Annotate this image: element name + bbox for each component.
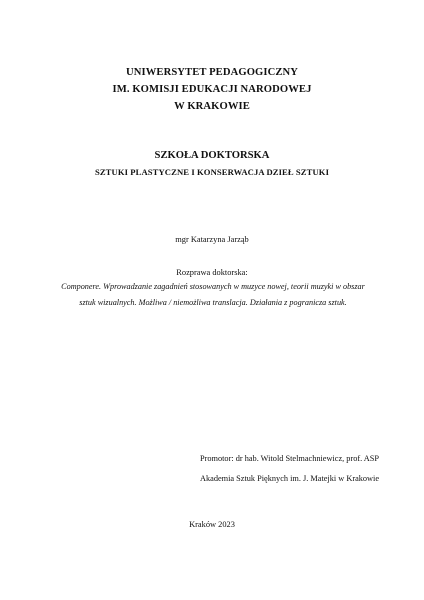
promoter-block [200, 449, 410, 489]
university-name-line3: W KRAKOWIE [174, 101, 250, 112]
thesis-label: Rozprawa doktorska: [176, 268, 248, 277]
promoter-affiliation: Akademia Sztuk Pięknych im. J. Matejki w Krakowie [200, 474, 380, 483]
university-name-line2: IM. KOMISJI EDUKACJI NARODOWEJ [112, 84, 312, 95]
place-date: Kraków 2023 [189, 520, 235, 529]
school-heading [0, 149, 424, 178]
university-name-line1: UNIWERSYTET PEDAGOGICZNY [125, 67, 299, 78]
promoter-name: Promotor: dr hab. Witold Stelmachniewicz, prof. ASP [200, 454, 380, 463]
thesis-title [48, 279, 378, 310]
school-subtitle: SZTUKI PLASTYCZNE I KONSERWACJA DZIEŁ SZTUKI [94, 167, 330, 177]
thesis-title-line1: Componere. Wprowadzanie zagadnień stosowanych w muzyce nowej, teorii muzyki w obszar [61, 282, 365, 291]
university-heading [0, 64, 424, 115]
author-name: mgr Katarzyna Jarząb [175, 235, 249, 244]
school-title: SZKOŁA DOKTORSKA [154, 150, 270, 161]
thesis-title-line2: sztuk wizualnych. Możliwa / niemożliwa translacja. Działania z pogranicza sztuk. [79, 297, 347, 307]
